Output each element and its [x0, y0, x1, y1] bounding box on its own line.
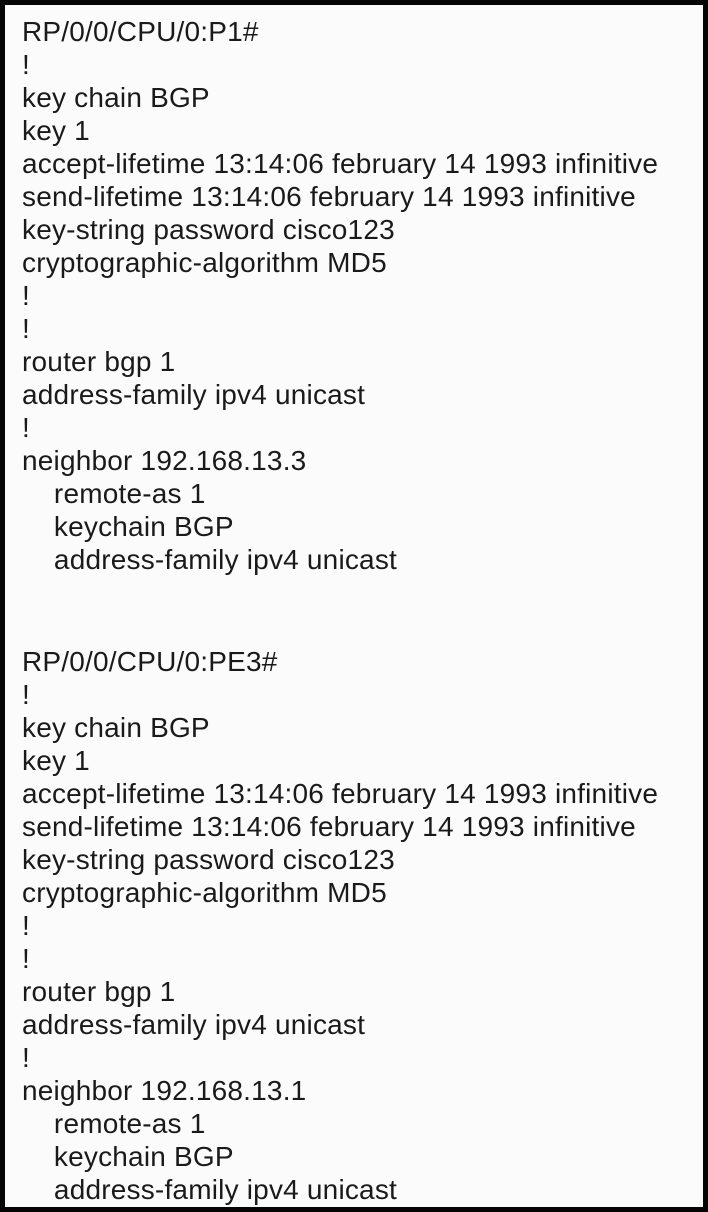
config-line: address-family ipv4 unicast — [22, 1009, 366, 1040]
config-line: ! — [22, 910, 30, 941]
config-line: neighbor 192.168.13.3 — [22, 445, 307, 476]
config-line: ! — [22, 49, 30, 80]
config-line: ! — [22, 1042, 30, 1073]
config-line: remote-as 1 — [22, 1108, 206, 1139]
config-line: router bgp 1 — [22, 346, 176, 377]
config-line: send-lifetime 13:14:06 february 14 1993 infinitive — [22, 811, 636, 842]
config-line: keychain BGP — [22, 1141, 234, 1172]
config-line: ! — [22, 412, 30, 443]
config-line: accept-lifetime 13:14:06 february 14 1993 infinitive — [22, 778, 659, 809]
device-prompt-p1: RP/0/0/CPU/0:P1# — [22, 16, 259, 47]
config-line: key 1 — [22, 115, 90, 146]
config-line: address-family ipv4 unicast — [22, 1174, 398, 1205]
config-line: address-family ipv4 unicast — [22, 379, 366, 410]
p1-config-block — [22, 15, 699, 576]
config-line: ! — [22, 313, 30, 344]
config-line: key-string password cisco123 — [22, 214, 395, 245]
config-line: key-string password cisco123 — [22, 844, 395, 875]
config-line: send-lifetime 13:14:06 february 14 1993 infinitive — [22, 181, 636, 212]
config-line: ! — [22, 280, 30, 311]
config-line: ! — [22, 679, 30, 710]
config-line: ! — [22, 943, 30, 974]
config-line: key 1 — [22, 745, 90, 776]
config-line: neighbor 192.168.13.1 — [22, 1075, 307, 1106]
config-line: accept-lifetime 13:14:06 february 14 1993 infinitive — [22, 148, 659, 179]
config-line: cryptographic-algorithm MD5 — [22, 247, 387, 278]
config-line: key chain BGP — [22, 82, 210, 113]
config-line: router bgp 1 — [22, 976, 176, 1007]
config-line: cryptographic-algorithm MD5 — [22, 877, 387, 908]
config-line: keychain BGP — [22, 511, 234, 542]
device-prompt-pe3: RP/0/0/CPU/0:PE3# — [22, 646, 278, 677]
config-line: address-family ipv4 unicast — [22, 544, 398, 575]
config-line: remote-as 1 — [22, 478, 206, 509]
config-line: key chain BGP — [22, 712, 210, 743]
pe3-config-block — [22, 645, 699, 1206]
